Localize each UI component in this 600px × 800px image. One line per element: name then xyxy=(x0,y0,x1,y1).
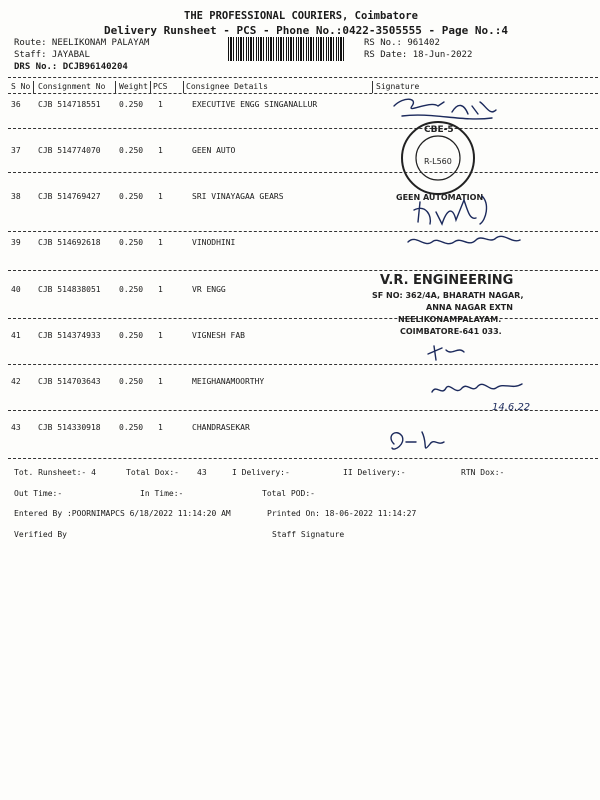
geen-auto-stamp xyxy=(396,122,483,202)
cell-consignment: CJB 514330918 xyxy=(38,423,101,432)
cell-consignment: CJB 514703643 xyxy=(38,377,101,386)
cell-weight: 0.250 xyxy=(119,377,144,386)
out-time: Out Time:- xyxy=(14,489,63,498)
col-header-sno: S No xyxy=(11,82,31,91)
cell-consignee: EXECUTIVE ENGG SINGANALLUR xyxy=(192,100,318,109)
cell-consignee: VINODHINI xyxy=(192,238,236,247)
stamp-code: R-L560 xyxy=(424,157,452,166)
printed-on: Printed On: 18-06-2022 11:14:27 xyxy=(267,509,417,518)
cell-sno: 41 xyxy=(11,331,21,340)
cell-consignee: CHANDRASEKAR xyxy=(192,423,250,432)
cell-pcs: 1 xyxy=(158,146,163,155)
cell-consignee: VIGNESH FAB xyxy=(192,331,245,340)
rs-date: RS Date: 18-Jun-2022 xyxy=(364,50,473,60)
cell-sno: 40 xyxy=(11,285,21,294)
cell-consignment: CJB 514838051 xyxy=(38,285,101,294)
cell-consignment: CJB 514374933 xyxy=(38,331,101,340)
staff-signature: Staff Signature xyxy=(272,530,345,539)
staff-label: Staff: JAYABAL xyxy=(14,50,90,60)
divider xyxy=(8,77,598,78)
col-header-consignment: Consignment No xyxy=(38,82,106,91)
total-dox-value: 43 xyxy=(197,468,207,477)
handwritten-date: 14.6.22 xyxy=(492,402,531,413)
cell-weight: 0.250 xyxy=(119,192,144,201)
stamp-address-line4: COIMBATORE-641 033. xyxy=(400,327,502,336)
col-header-consignee: Consignee Details xyxy=(186,82,268,91)
tot-runsheet: Tot. Runsheet:- 4 xyxy=(14,468,96,477)
cell-consignment: CJB 514692618 xyxy=(38,238,101,247)
cell-pcs: 1 xyxy=(158,377,163,386)
cell-weight: 0.250 xyxy=(119,100,144,109)
vr-engg-stamp xyxy=(372,273,524,336)
cell-weight: 0.250 xyxy=(119,238,144,247)
col-sep xyxy=(150,81,151,93)
total-dox-label: Total Dox:- xyxy=(126,468,179,477)
verified-by: Verified By xyxy=(14,530,67,539)
cell-weight: 0.250 xyxy=(119,285,144,294)
stamp-company-name: V.R. ENGINEERING xyxy=(380,273,514,288)
i-delivery: I Delivery:- xyxy=(232,468,290,477)
cell-consignee: MEIGHANAMOORTHY xyxy=(192,377,265,386)
stamp-address-line2: ANNA NAGAR EXTN xyxy=(426,303,513,312)
signature-mark xyxy=(391,432,444,449)
route-label: Route: NEELIKONAM PALAYAM xyxy=(14,38,150,48)
col-header-pcs: PCS xyxy=(153,82,168,91)
signature-area xyxy=(372,92,598,462)
cell-consignment: CJB 514774070 xyxy=(38,146,101,155)
cell-pcs: 1 xyxy=(158,331,163,340)
entered-by: Entered By :POORNIMAPCS 6/18/2022 11:14:20 AM xyxy=(14,509,231,518)
company-title: THE PROFESSIONAL COURIERS, Coimbatore xyxy=(184,10,418,22)
cell-weight: 0.250 xyxy=(119,423,144,432)
col-header-weight: Weight xyxy=(119,82,148,91)
cell-pcs: 1 xyxy=(158,285,163,294)
cell-pcs: 1 xyxy=(158,192,163,201)
signature-mark xyxy=(428,346,464,360)
cell-consignee: SRI VINAYAGAA GEARS xyxy=(192,192,284,201)
cell-sno: 37 xyxy=(11,146,21,155)
drs-number: DRS No.: DCJB96140204 xyxy=(14,62,128,72)
col-header-signature: Signature xyxy=(376,82,420,91)
ii-delivery: II Delivery:- xyxy=(343,468,406,477)
cell-consignee: VR ENGG xyxy=(192,285,226,294)
cell-consignment: CJB 514769427 xyxy=(38,192,101,201)
stamp-address-line3: NEELIKONAMPALAYAM. xyxy=(398,315,502,324)
col-sep xyxy=(115,81,116,93)
signature-mark xyxy=(408,236,520,243)
rs-number: RS No.: 961402 xyxy=(364,38,440,48)
total-pod: Total POD:- xyxy=(262,489,315,498)
cell-sno: 39 xyxy=(11,238,21,247)
cell-sno: 38 xyxy=(11,192,21,201)
barcode-image xyxy=(228,37,346,61)
rtn-dox: RTN Dox:- xyxy=(461,468,505,477)
cell-consignee: GEEN AUTO xyxy=(192,146,236,155)
signature-mark xyxy=(394,99,496,119)
cell-consignment: CJB 514718551 xyxy=(38,100,101,109)
cell-pcs: 1 xyxy=(158,423,163,432)
stamp-name: GEEN AUTOMATION xyxy=(396,193,484,202)
cell-pcs: 1 xyxy=(158,238,163,247)
cell-sno: 43 xyxy=(11,423,21,432)
in-time: In Time:- xyxy=(140,489,184,498)
stamp-top-text: CBE-5 xyxy=(424,125,454,135)
stamp-address-line1: SF NO: 362/4A, BHARATH NAGAR, xyxy=(372,291,524,300)
col-sep xyxy=(183,81,184,93)
runsheet-subtitle: Delivery Runsheet - PCS - Phone No.:0422-3505555 - Page No.:4 xyxy=(104,24,508,37)
cell-weight: 0.250 xyxy=(119,331,144,340)
cell-weight: 0.250 xyxy=(119,146,144,155)
cell-pcs: 1 xyxy=(158,100,163,109)
cell-sno: 42 xyxy=(11,377,21,386)
col-sep xyxy=(33,81,34,93)
cell-sno: 36 xyxy=(11,100,21,109)
signature-mark xyxy=(432,384,522,392)
